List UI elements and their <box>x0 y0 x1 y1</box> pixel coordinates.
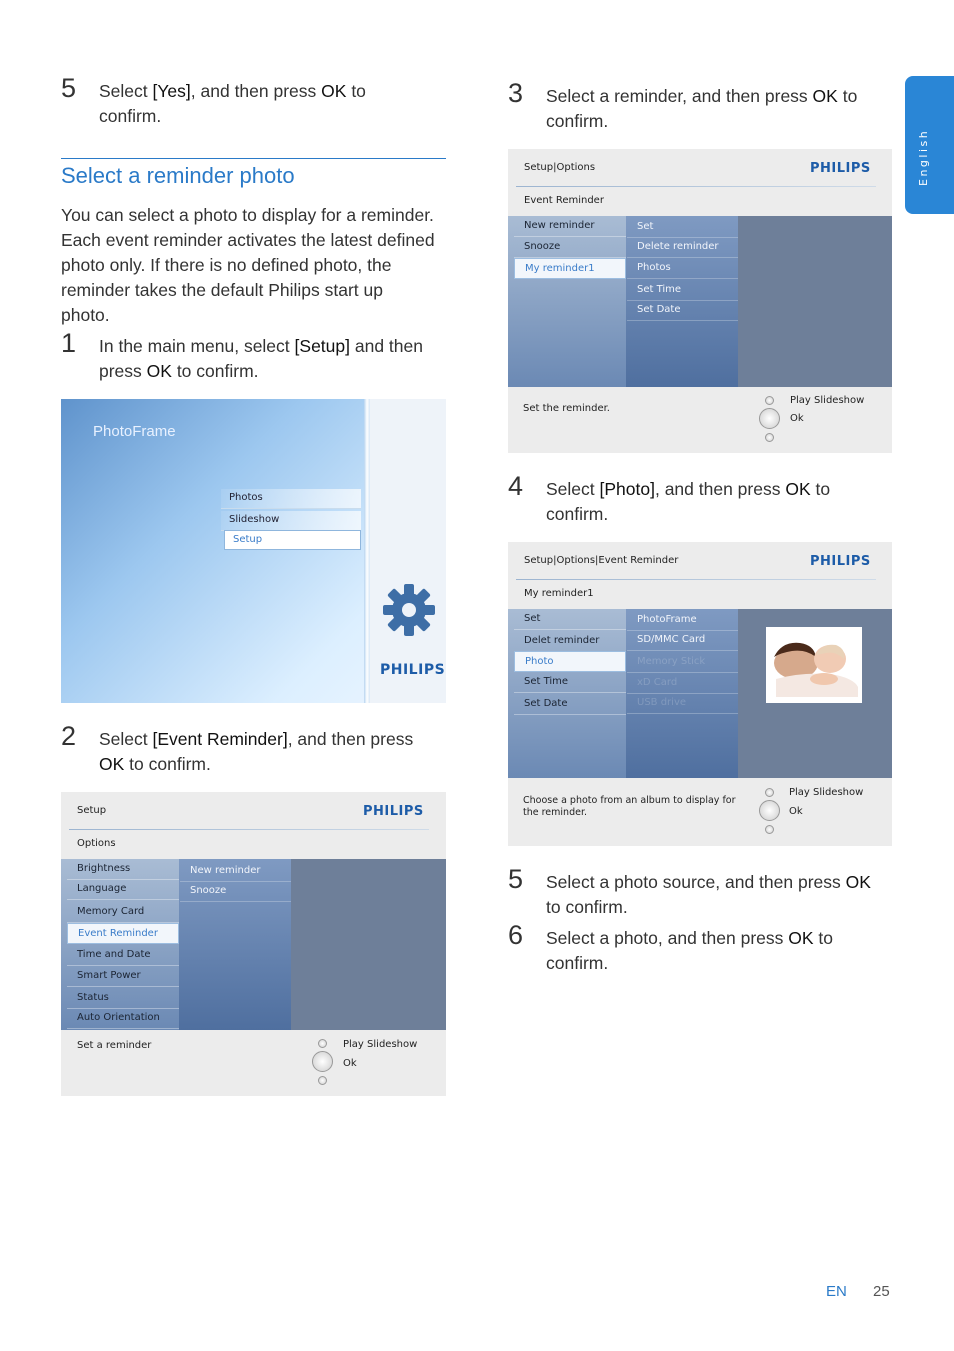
intro-paragraph: You can select a photo to display for a reminder. Each event reminder activates the latest defined photo only. If there is no defined photo, the reminder takes the default Philips start up photo. <box>61 205 435 325</box>
option-smart-power[interactable]: Smart Power <box>67 966 179 987</box>
step-number: 6 <box>508 920 524 950</box>
gear-icon <box>381 582 437 638</box>
option-set-date[interactable]: Set Date <box>627 300 738 321</box>
page-number: 25 <box>873 1283 890 1300</box>
philips-logo: PHILIPS <box>810 161 871 176</box>
screen-subheader: Event Reminder <box>524 195 604 206</box>
section-rule <box>61 158 446 159</box>
screen-header: Setup <box>77 805 107 816</box>
source-sd-mmc-card[interactable]: SD/MMC Card <box>627 630 738 651</box>
screen-subheader: My reminder1 <box>524 588 594 599</box>
option-photo[interactable]: Photo <box>514 651 626 672</box>
setup-options-screenshot <box>61 792 446 1096</box>
screen-subheader: Options <box>77 838 116 849</box>
section-title: Select a reminder photo <box>61 163 295 188</box>
option-brightness[interactable]: Brightness <box>67 859 179 880</box>
menu-item-slideshow[interactable]: Slideshow <box>221 511 361 531</box>
step-number: 2 <box>61 721 77 751</box>
option-set-time[interactable]: Set Time <box>514 672 626 693</box>
play-slideshow-label: Play Slideshow <box>789 787 864 798</box>
option-photos[interactable]: Photos <box>627 258 738 279</box>
screen-header: Setup|Options <box>524 162 596 173</box>
philips-logo: PHILIPS <box>380 662 446 678</box>
option-new-reminder[interactable]: New reminder <box>180 861 291 882</box>
step-number: 3 <box>508 78 524 108</box>
up-button-icon <box>765 788 774 797</box>
ok-button-icon <box>312 1051 333 1072</box>
ok-button-icon <box>759 800 780 821</box>
option-set-date[interactable]: Set Date <box>514 694 626 715</box>
philips-logo: PHILIPS <box>363 804 424 819</box>
play-slideshow-label: Play Slideshow <box>790 395 865 406</box>
option-delete-reminder[interactable]: Delete reminder <box>627 237 738 258</box>
option-set-time[interactable]: Set Time <box>627 280 738 301</box>
step-number: 4 <box>508 471 524 501</box>
source-memory-stick: Memory Stick <box>627 652 738 673</box>
screen-header: Setup|Options|Event Reminder <box>524 555 679 566</box>
photoframe-title: PhotoFrame <box>93 423 176 440</box>
language-code: EN <box>826 1283 847 1300</box>
ok-label: Ok <box>789 806 803 817</box>
language-tab <box>905 76 954 214</box>
option-language[interactable]: Language <box>67 879 179 900</box>
step-number: 1 <box>61 328 77 358</box>
option-my-reminder1[interactable]: My reminder1 <box>514 258 626 279</box>
up-button-icon <box>765 396 774 405</box>
option-memory-card[interactable]: Memory Card <box>67 902 179 923</box>
source-usb-drive: USB drive <box>627 693 738 714</box>
option-status[interactable]: Status <box>67 988 179 1009</box>
language-tab-label: English <box>917 128 930 186</box>
photoframe-main-menu-screenshot <box>61 399 446 703</box>
my-reminder-photo-screenshot <box>508 542 892 846</box>
menu-item-setup[interactable]: Setup <box>224 530 361 550</box>
play-slideshow-label: Play Slideshow <box>343 1039 418 1050</box>
footer-hint-line-1: Choose a photo from an album to display for <box>523 795 736 806</box>
event-reminder-screenshot <box>508 149 892 453</box>
footer-hint: Set a reminder <box>77 1040 152 1051</box>
option-set[interactable]: Set <box>514 609 626 630</box>
source-xd-card: xD Card <box>627 673 738 694</box>
reminder-photo-thumbnail[interactable] <box>766 627 862 703</box>
option-time-and-date[interactable]: Time and Date <box>67 945 179 966</box>
option-delet-reminder[interactable]: Delet reminder <box>514 631 626 652</box>
footer-hint-line-2: the reminder. <box>523 807 587 818</box>
option-new-reminder[interactable]: New reminder <box>514 216 626 237</box>
philips-logo: PHILIPS <box>810 554 871 569</box>
option-event-reminder[interactable]: Event Reminder <box>67 923 179 944</box>
option-set[interactable]: Set <box>627 217 738 238</box>
up-button-icon <box>318 1039 327 1048</box>
option-snooze[interactable]: Snooze <box>514 237 626 258</box>
footer-hint: Set the reminder. <box>523 403 610 414</box>
option-auto-orientation[interactable]: Auto Orientation <box>67 1008 179 1029</box>
down-button-icon <box>765 433 774 442</box>
ok-label: Ok <box>790 413 804 424</box>
ok-button-icon <box>759 408 780 429</box>
down-button-icon <box>765 825 774 834</box>
step-number: 5 <box>61 73 77 103</box>
option-snooze[interactable]: Snooze <box>180 881 291 902</box>
step-number: 5 <box>508 864 524 894</box>
menu-item-photos[interactable]: Photos <box>221 489 361 509</box>
down-button-icon <box>318 1076 327 1085</box>
ok-label: Ok <box>343 1058 357 1069</box>
source-photoframe[interactable]: PhotoFrame <box>627 610 738 631</box>
